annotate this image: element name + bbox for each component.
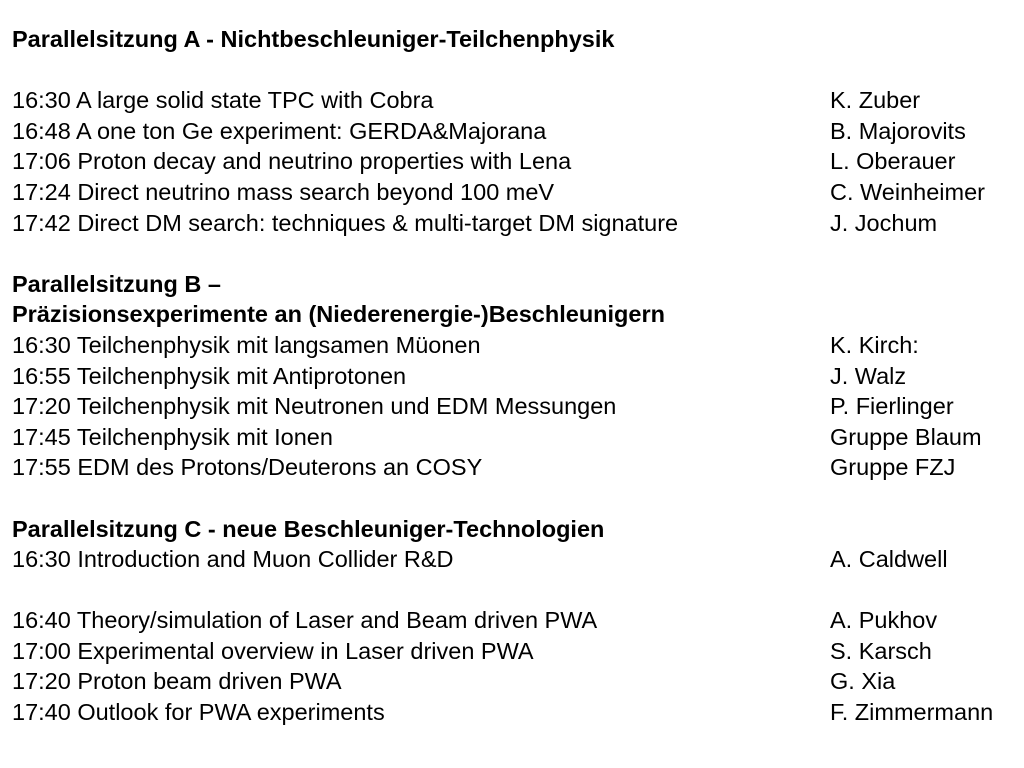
talk-speaker: G. Xia: [830, 668, 896, 695]
talk-row: [12, 697, 1012, 728]
talk-speaker: P. Fierlinger: [830, 393, 954, 420]
talk-time-title: 17:42 Direct DM search: techniques & multi-target DM signature: [12, 209, 679, 236]
talk-time-title: 16:30 Introduction and Muon Collider R&D: [12, 546, 454, 573]
talk-row: [12, 605, 1012, 636]
talk-speaker: S. Karsch: [830, 637, 932, 664]
talk-time-title: 16:40 Theory/simulation of Laser and Beam driven PWA: [12, 607, 598, 634]
talk-time-title: 17:20 Proton beam driven PWA: [12, 668, 342, 695]
spacer: [12, 483, 1012, 514]
program-page: [12, 24, 1012, 728]
talk-row: [12, 452, 1012, 483]
session-b-title-line1: Parallelsitzung B –: [12, 270, 221, 297]
talk-speaker: K. Zuber: [830, 87, 921, 114]
talk-time-title: 17:20 Teilchenphysik mit Neutronen und EDM Messungen: [12, 393, 617, 420]
talk-speaker: B. Majorovits: [830, 117, 966, 144]
talk-row: [12, 208, 1012, 239]
talk-row: [12, 146, 1012, 177]
talk-time-title: 17:40 Outlook for PWA experiments: [12, 699, 385, 726]
talk-time-title: 17:45 Teilchenphysik mit Ionen: [12, 423, 333, 450]
session-b-title-line2: Präzisionsexperimente an (Niederenergie-)Beschleunigern: [12, 301, 665, 328]
talk-speaker: L. Oberauer: [830, 148, 956, 175]
spacer: [12, 55, 1012, 86]
talk-time-title: 16:30 Teilchenphysik mit langsamen Müonen: [12, 331, 481, 358]
talk-speaker: A. Caldwell: [830, 546, 948, 573]
talk-speaker: Gruppe Blaum: [830, 423, 982, 450]
talk-row: [12, 330, 1012, 361]
talk-speaker: J. Jochum: [830, 209, 938, 236]
talk-time-title: 17:55 EDM des Protons/Deuterons an COSY: [12, 454, 483, 481]
talk-row: [12, 85, 1012, 116]
talk-row: [12, 666, 1012, 697]
spacer: [12, 575, 1012, 606]
talk-row: [12, 391, 1012, 422]
talk-time-title: 16:30 A large solid state TPC with Cobra: [12, 87, 434, 114]
talk-speaker: Gruppe FZJ: [830, 454, 956, 481]
talk-time-title: 16:48 A one ton Ge experiment: GERDA&Majorana: [12, 117, 547, 144]
talk-time-title: 16:55 Teilchenphysik mit Antiprotonen: [12, 362, 407, 389]
talk-row: [12, 544, 1012, 575]
talk-time-title: 17:00 Experimental overview in Laser driven PWA: [12, 637, 534, 664]
talk-row: [12, 636, 1012, 667]
talk-time-title: 17:06 Proton decay and neutrino properties with Lena: [12, 148, 572, 175]
talk-speaker: J. Walz: [830, 362, 907, 389]
spacer: [12, 238, 1012, 269]
talk-row: [12, 361, 1012, 392]
talk-time-title: 17:24 Direct neutrino mass search beyond 100 meV: [12, 178, 555, 205]
talk-speaker: F. Zimmermann: [830, 699, 994, 726]
talk-row: [12, 116, 1012, 147]
session-a-title: Parallelsitzung A - Nichtbeschleuniger-Teilchenphysik: [12, 26, 615, 52]
session-c-title: Parallelsitzung C - neue Beschleuniger-Technologien: [12, 515, 605, 542]
talk-speaker: C. Weinheimer: [830, 178, 985, 205]
talk-speaker: A. Pukhov: [830, 607, 938, 634]
talk-speaker: K. Kirch:: [830, 331, 919, 358]
talk-row: [12, 177, 1012, 208]
talk-row: [12, 422, 1012, 453]
